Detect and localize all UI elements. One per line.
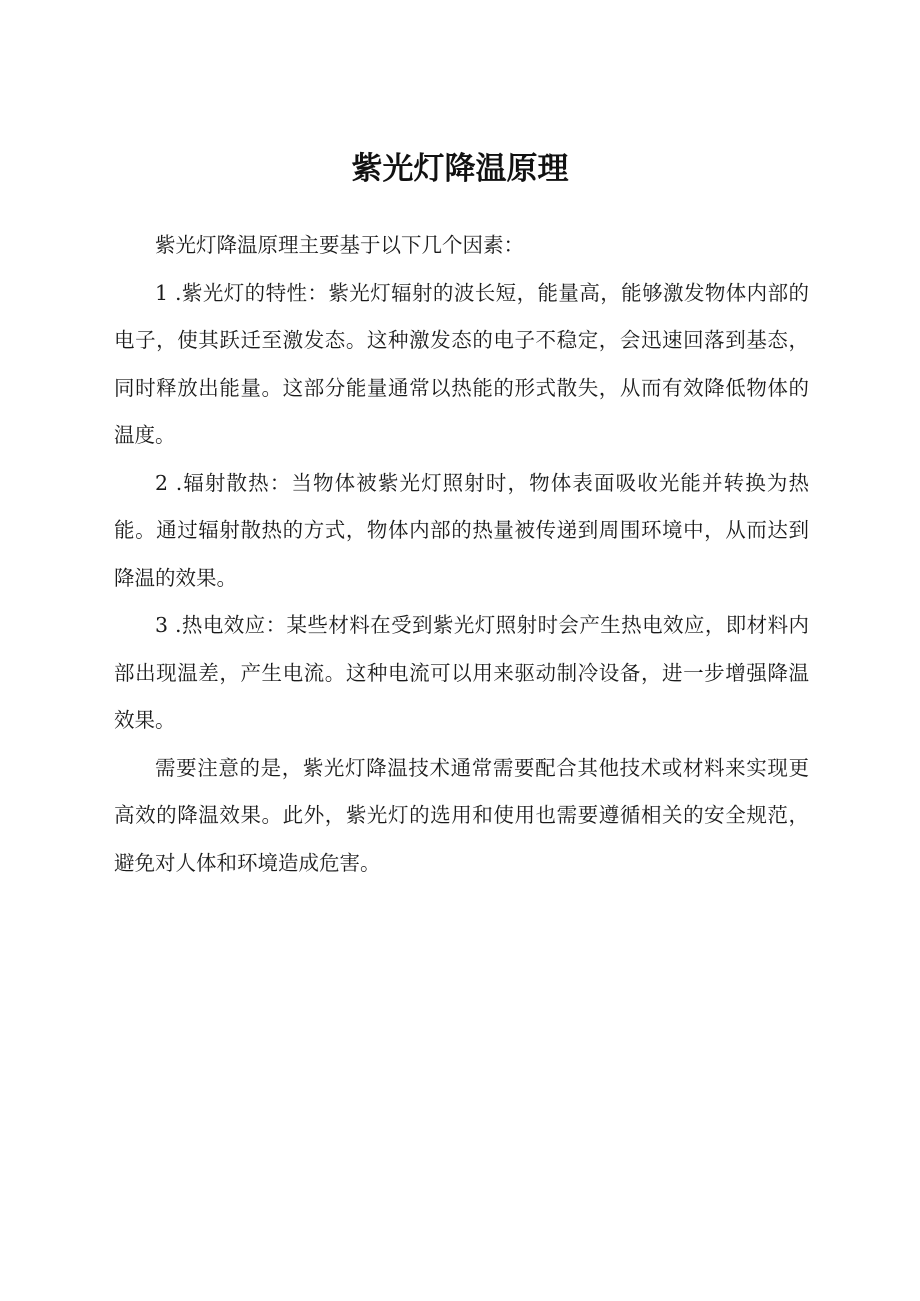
intro-paragraph: 紫光灯降温原理主要基于以下几个因素： bbox=[155, 233, 524, 257]
conclusion-paragraph: 需要注意的是，紫光灯降温技术通常需要配合其他技术或材料来实现更高效的降温效果。此外，紫光灯的选用和使用也需要遵循相关的安全规范，避免对人体和环境造成危害。 bbox=[114, 755, 809, 875]
list-item-text: .热电效应：某些材料在受到紫光灯照射时会产生热电效应，即材料内部出现温差，产生电流。这种电流可以用来驱动制冷设备，进一步增强降温效果。 bbox=[114, 613, 809, 732]
list-item-number: 3 bbox=[155, 613, 169, 637]
list-item-2 bbox=[114, 460, 809, 603]
list-item-number: 1 bbox=[155, 280, 169, 305]
list-item-number: 2 bbox=[155, 470, 169, 495]
list-item-text: .紫光灯的特性：紫光灯辐射的波长短，能量高，能够激发物体内部的电子，使其跃迁至激发态。这种激发态的电子不稳定，会迅速回落到基态，同时释放出能量。这部分能量通常以热能的形式散失，从而有效降低物体的温度。 bbox=[114, 280, 809, 447]
list-item-3 bbox=[114, 602, 809, 745]
document-body bbox=[114, 222, 809, 887]
list-item-1 bbox=[114, 270, 809, 460]
list-item-text: .辐射散热：当物体被紫光灯照射时，物体表面吸收光能并转换为热能。通过辐射散热的方式，物体内部的热量被传递到周围环境中，从而达到降温的效果。 bbox=[114, 470, 809, 590]
page-title: 紫光灯降温原理 bbox=[351, 150, 569, 187]
